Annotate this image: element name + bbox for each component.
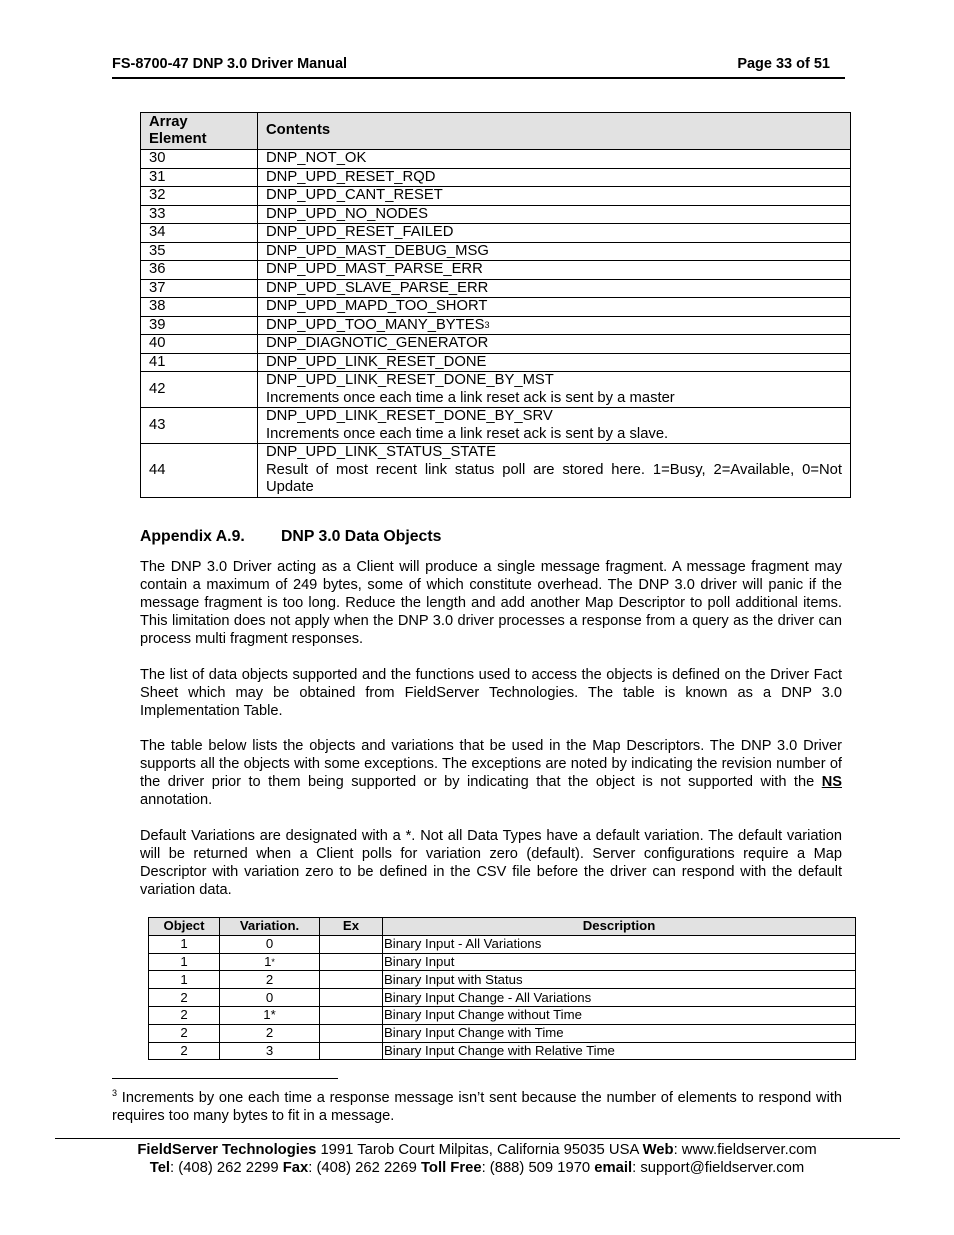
email-address: : support@fieldserver.com [632, 1160, 805, 1176]
object-cell [149, 971, 220, 989]
contents-text: DNP_UPD_MAST_PARSE_ERR [266, 261, 483, 277]
description-cell [383, 971, 856, 989]
table-row [141, 168, 851, 187]
column-header-variation: Variation. [220, 918, 320, 936]
object-cell-text: 2 [180, 1042, 188, 1058]
object-cell-text: 1 [180, 936, 188, 952]
contents-text: DNP_UPD_RESET_RQD [266, 168, 436, 185]
object-cell [149, 953, 220, 971]
table-header-row [141, 113, 851, 150]
contents-cell [258, 298, 851, 317]
description-cell-text: Binary Input Change with Relative Time [384, 1042, 615, 1058]
object-cell [149, 1006, 220, 1024]
variation-cell [220, 935, 320, 953]
paragraph-text: annotation. [140, 792, 213, 808]
contents-text: Increments once each time a link reset ack is sent by a slave. [266, 425, 669, 442]
description-cell [383, 1024, 856, 1042]
footnote-text: Increments by one each time a response message isn’t sent because the number of elements to respond with requires too many bytes to fit in a message. [112, 1089, 842, 1124]
page-header [112, 56, 830, 72]
object-cell [149, 989, 220, 1007]
contents-cell [258, 372, 851, 408]
contents-name [266, 206, 842, 224]
paragraph-text: The table below lists the objects and variations that be used in the Map Descriptors. The DNP 3.0 Driver supports all the objects with some exceptions. The exceptions are noted by indicating the revision number of the driver prior to them being supported or by indicating that the object is not supported with the [140, 738, 842, 790]
tollfree-label: Toll Free [420, 1160, 482, 1176]
array-element-cell: 36 [141, 261, 258, 280]
array-element-cell: 35 [141, 242, 258, 261]
footnote-reference: 3 [484, 319, 490, 330]
description-cell-text: Binary Input Change without Time [384, 1007, 582, 1023]
contents-name [266, 187, 842, 205]
object-cell [149, 935, 220, 953]
web-label: Web [642, 1142, 674, 1158]
contents-cell [258, 316, 851, 335]
table-row [141, 298, 851, 317]
footnote-rule [112, 1078, 338, 1079]
tollfree-number: : (888) 509 1970 [481, 1160, 595, 1176]
array-element-cell: 30 [141, 150, 258, 169]
contents-cell [258, 261, 851, 280]
table-row [149, 1042, 856, 1060]
contents-cell [258, 205, 851, 224]
table-row [141, 444, 851, 498]
ex-cell [320, 1042, 383, 1060]
description-cell-text: Binary Input - All Variations [384, 936, 542, 952]
table-row [149, 935, 856, 953]
paragraph: Default Variations are designated with a *. Not all Data Types have a default variation. The default variation will be returned when a Client polls for variation zero (default). Server configurations require a Map Descriptor with variation zero to be defined in the CSV file before the driver can respond with the default variation data. [140, 828, 842, 898]
array-element-cell: 34 [141, 224, 258, 243]
table-header-row [149, 918, 856, 936]
contents-name [266, 298, 842, 316]
contents-cell [258, 168, 851, 187]
array-element-cell: 38 [141, 298, 258, 317]
contents-cell [258, 353, 851, 372]
variation-cell [220, 1006, 320, 1024]
contents-cell [258, 150, 851, 169]
contents-name [266, 335, 842, 353]
section-title: DNP 3.0 Data Objects [281, 528, 442, 545]
header-rule [112, 77, 845, 79]
column-header-description: Description [383, 918, 856, 936]
contents-text: DNP_DIAGNOTIC_GENERATOR [266, 335, 489, 351]
array-element-cell: 40 [141, 335, 258, 354]
paragraph [140, 737, 842, 809]
object-cell-text: 1 [180, 971, 188, 987]
table-row [149, 1006, 856, 1024]
description-cell [383, 1006, 856, 1024]
contents-text: Increments once each time a link reset ack is sent by a master [266, 389, 675, 406]
contents-name [266, 150, 842, 168]
array-element-cell: 41 [141, 353, 258, 372]
contents-description [266, 390, 842, 408]
ex-cell [320, 935, 383, 953]
variation-cell-text: 2 [265, 1025, 274, 1041]
section-number: Appendix A.9. [140, 528, 245, 545]
object-cell [149, 1024, 220, 1042]
ex-cell [320, 971, 383, 989]
table-row [141, 261, 851, 280]
column-header-ex: Ex [320, 918, 383, 936]
document-title: FS-8700-47 DNP 3.0 Driver Manual [112, 56, 348, 72]
table-row [149, 989, 856, 1007]
ex-cell [320, 1006, 383, 1024]
contents-text: DNP_UPD_SLAVE_PARSE_ERR [266, 279, 489, 296]
table-row [141, 408, 851, 444]
contents-text: DNP_UPD_LINK_STATUS_STATE [266, 444, 496, 460]
array-element-cell: 37 [141, 279, 258, 298]
object-cell [149, 1042, 220, 1060]
table-row [141, 224, 851, 243]
table-row [141, 205, 851, 224]
contents-cell [258, 408, 851, 444]
array-element-cell: 39 [141, 316, 258, 335]
array-element-cell: 44 [141, 444, 258, 498]
ex-cell [320, 989, 383, 1007]
object-cell-text: 2 [180, 1007, 188, 1023]
column-header-contents: Contents [258, 113, 851, 150]
contents-name [266, 317, 842, 335]
contents-description [266, 462, 842, 497]
contents-name [266, 243, 842, 261]
tel-number: : (408) 262 2299 [170, 1160, 283, 1176]
description-cell-text: Binary Input Change - All Variations [384, 989, 592, 1005]
contents-cell [258, 187, 851, 206]
contents-text: DNP_UPD_LINK_RESET_DONE [266, 353, 487, 370]
contents-name [266, 444, 842, 462]
column-header-object: Object [149, 918, 220, 936]
array-element-table [140, 112, 851, 498]
footer-line-2 [0, 1160, 954, 1176]
column-header-array-element: Array Element [141, 113, 258, 150]
contents-cell [258, 444, 851, 498]
ns-annotation: NS [821, 774, 842, 790]
table-row [141, 187, 851, 206]
company-address: 1991 Tarob Court Milpitas, California 95035 USA [316, 1142, 643, 1158]
table-row [141, 353, 851, 372]
object-cell-text: 2 [180, 1025, 188, 1041]
contents-text: DNP_UPD_LINK_RESET_DONE_BY_MST [266, 372, 554, 388]
variation-cell [220, 953, 320, 971]
contents-cell [258, 224, 851, 243]
paragraph: The list of data objects supported and the functions used to access the objects is defined on the Driver Fact Sheet which may be obtained from FieldServer Technologies. The table is known as a DNP 3.0 Implementation Table. [140, 667, 842, 719]
footer-rule [55, 1138, 900, 1139]
description-cell [383, 953, 856, 971]
footer-line-1 [0, 1142, 954, 1158]
array-element-cell: 33 [141, 205, 258, 224]
section-heading [140, 528, 442, 546]
contents-name [266, 372, 842, 390]
table-row [149, 953, 856, 971]
page-number: Page 33 of 51 [737, 56, 830, 72]
contents-text: DNP_NOT_OK [266, 150, 367, 166]
default-marker: * [271, 956, 275, 967]
variation-cell-text: 2 [265, 971, 274, 987]
contents-description [266, 426, 842, 444]
contents-text: Result of most recent link status poll are stored here. 1=Busy, 2=Available, 0=Not Update [266, 461, 842, 495]
table-row [141, 242, 851, 261]
array-element-cell: 42 [141, 372, 258, 408]
tel-label: Tel [149, 1160, 171, 1176]
variation-cell [220, 989, 320, 1007]
object-cell-text: 1 [180, 953, 188, 969]
variation-cell-text: 0 [265, 989, 274, 1005]
description-cell-text: Binary Input Change with Time [384, 1025, 564, 1041]
fax-label: Fax [282, 1160, 309, 1176]
table-row [149, 971, 856, 989]
variation-cell-text: 1* [263, 1007, 276, 1023]
ex-cell [320, 1024, 383, 1042]
contents-name [266, 280, 842, 298]
array-element-cell: 32 [141, 187, 258, 206]
object-cell-text: 2 [180, 989, 188, 1005]
description-cell-text: Binary Input with Status [384, 971, 523, 987]
table-row [141, 279, 851, 298]
description-cell-text: Binary Input [384, 953, 455, 969]
contents-text: DNP_UPD_LINK_RESET_DONE_BY_SRV [266, 408, 553, 424]
variation-cell [220, 1042, 320, 1060]
ex-cell [320, 953, 383, 971]
contents-name [266, 169, 842, 187]
contents-text: DNP_UPD_TOO_MANY_BYTES [266, 316, 485, 333]
table-row [141, 335, 851, 354]
description-cell [383, 935, 856, 953]
contents-cell [258, 335, 851, 354]
footnote-mark: 3 [112, 1088, 118, 1098]
company-name: FieldServer Technologies [137, 1142, 317, 1158]
paragraph: The DNP 3.0 Driver acting as a Client will produce a single message fragment. A message fragment may contain a maximum of 249 bytes, some of which constitute overhead. The DNP 3.0 driver will panic if the message fragment is too long. Reduce the length and add another Map Descriptor to poll additional items. This limitation does not apply when the DNP 3.0 driver processes a response from a query as the driver can process multi fragment responses. [140, 559, 842, 647]
table-row [149, 1024, 856, 1042]
contents-text: DNP_UPD_RESET_FAILED [266, 224, 454, 240]
contents-text: DNP_UPD_NO_NODES [266, 205, 428, 222]
data-objects-table [148, 917, 856, 1060]
contents-cell [258, 242, 851, 261]
table-row [141, 316, 851, 335]
description-cell [383, 989, 856, 1007]
fax-number: : (408) 262 2269 [308, 1160, 421, 1176]
contents-name [266, 224, 842, 242]
variation-cell-text: 1 [264, 953, 272, 969]
contents-text: DNP_UPD_CANT_RESET [266, 187, 443, 203]
variation-cell [220, 971, 320, 989]
variation-cell-text: 3 [265, 1042, 274, 1058]
contents-name [266, 354, 842, 372]
variation-cell-text: 0 [265, 936, 274, 952]
web-address: : www.fieldserver.com [673, 1142, 817, 1158]
description-cell [383, 1042, 856, 1060]
array-element-cell: 31 [141, 168, 258, 187]
table-row [141, 372, 851, 408]
contents-name [266, 408, 842, 426]
contents-cell [258, 279, 851, 298]
email-label: email [594, 1160, 633, 1176]
table-row [141, 150, 851, 169]
variation-cell [220, 1024, 320, 1042]
contents-text: DNP_UPD_MAST_DEBUG_MSG [266, 242, 489, 259]
contents-text: DNP_UPD_MAPD_TOO_SHORT [266, 298, 488, 314]
footnote [112, 1084, 842, 1125]
array-element-cell: 43 [141, 408, 258, 444]
contents-name [266, 261, 842, 279]
